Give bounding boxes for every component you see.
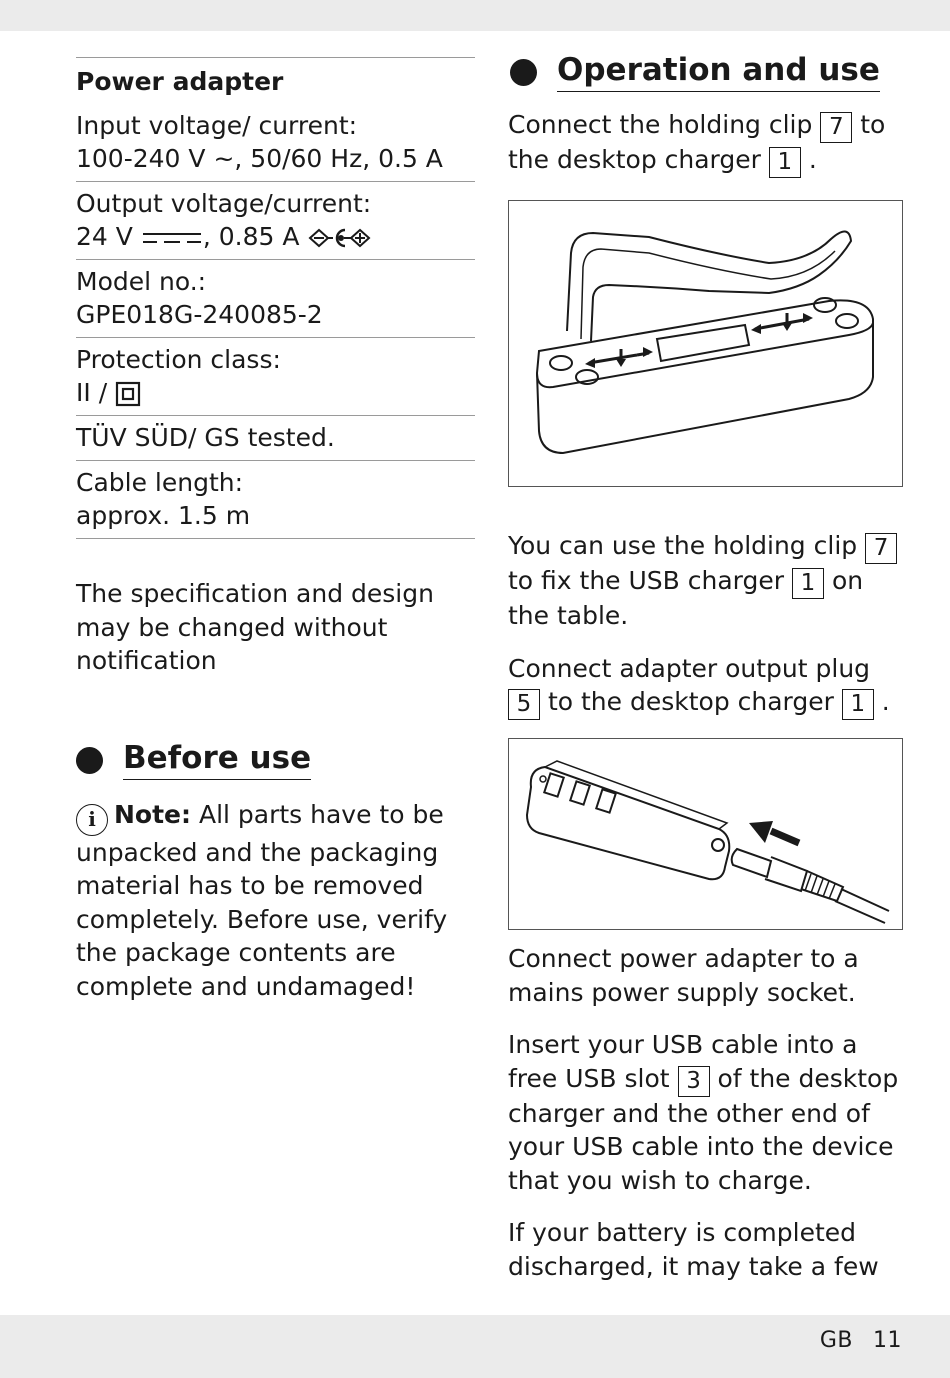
ref-number: 7 — [865, 533, 897, 564]
output-voltage: 24 V — [76, 222, 133, 251]
spec-value — [76, 220, 475, 253]
info-icon: i — [76, 804, 108, 836]
spec-heading: Power adapter — [76, 67, 284, 96]
text: Insert your USB cable into a free USB slot — [508, 1030, 858, 1093]
bullet-icon — [76, 747, 103, 774]
text: Connect adapter output plug — [508, 653, 871, 683]
page-number: 11 — [873, 1328, 902, 1353]
charger-plug-illustration — [509, 739, 901, 928]
text: . — [800, 145, 817, 174]
figure-holding-clip — [508, 200, 903, 487]
language-code: GB — [819, 1328, 853, 1353]
paragraph: If your battery is completed discharged, it may take a few — [508, 1218, 879, 1281]
spec-label: Cable length: — [76, 468, 244, 497]
text: to the desktop charger — [540, 687, 842, 716]
text: Connect the holding clip — [508, 110, 821, 139]
figure-plug-connection — [508, 738, 903, 930]
ref-number: 1 — [769, 147, 801, 178]
charger-clip-illustration — [509, 201, 901, 485]
left-column — [76, 57, 475, 1003]
ref-number: 1 — [792, 568, 824, 599]
text: on the table. — [508, 566, 864, 630]
spec-value: 100-240 V ~, 50/60 Hz, 0.5 A — [76, 144, 443, 173]
protection-class-value: II / — [76, 378, 108, 407]
spec-label: Model no.: — [76, 267, 207, 296]
paragraph — [508, 108, 903, 178]
spec-label: Output voltage/current: — [76, 189, 372, 218]
spec-disclaimer: The specification and design may be changed without notification — [76, 579, 434, 675]
spec-row-heading — [76, 58, 475, 182]
operation-heading — [508, 50, 903, 92]
right-column — [508, 50, 903, 1283]
paragraph: Connect power adapter to a mains power supply socket. — [508, 944, 859, 1007]
ref-number: 7 — [820, 112, 852, 143]
spec-row — [76, 260, 475, 338]
paragraph — [508, 652, 903, 721]
spec-table — [76, 57, 475, 539]
note-label: Note: — [114, 799, 192, 829]
output-current: , 0.85 A — [202, 222, 300, 251]
note-paragraph — [76, 798, 475, 1004]
paragraph — [508, 1028, 903, 1197]
before-use-heading — [76, 738, 475, 780]
paragraph — [508, 529, 903, 633]
spec-value: approx. 1.5 m — [76, 501, 251, 530]
section-title: Operation and use — [557, 50, 880, 92]
page-footer — [800, 1328, 902, 1353]
text: of the desktop charger and the other end of your USB cable into the device that you wish to charge. — [508, 1063, 899, 1195]
ref-number: 1 — [842, 689, 874, 720]
spec-label: Protection class: — [76, 345, 281, 374]
double-insulation-icon — [115, 381, 141, 407]
spec-row — [76, 182, 475, 260]
note-text: All parts have to be unpacked and the packaging material has to be removed completely. Before use, verify the package contents are complete and undamaged! — [76, 799, 448, 1001]
spec-value — [76, 376, 475, 409]
ref-number: 5 — [508, 689, 540, 720]
spec-value: TÜV SÜD/ GS tested. — [76, 423, 335, 452]
text: You can use the holding clip — [508, 531, 866, 560]
spec-value: GPE018G-240085-2 — [76, 300, 323, 329]
polarity-symbol-icon — [307, 226, 373, 250]
spec-label: Input voltage/ current: — [76, 111, 358, 140]
section-title: Before use — [123, 738, 311, 780]
spec-row — [76, 338, 475, 416]
text: to the desktop charger — [508, 110, 886, 174]
text: to fix the USB charger — [508, 566, 792, 595]
text: . — [873, 687, 890, 716]
ref-number: 3 — [678, 1066, 710, 1097]
bullet-icon — [510, 59, 537, 86]
dc-symbol-icon — [141, 228, 203, 248]
top-band — [0, 0, 950, 31]
spec-row — [76, 461, 475, 539]
spec-row — [76, 416, 475, 461]
